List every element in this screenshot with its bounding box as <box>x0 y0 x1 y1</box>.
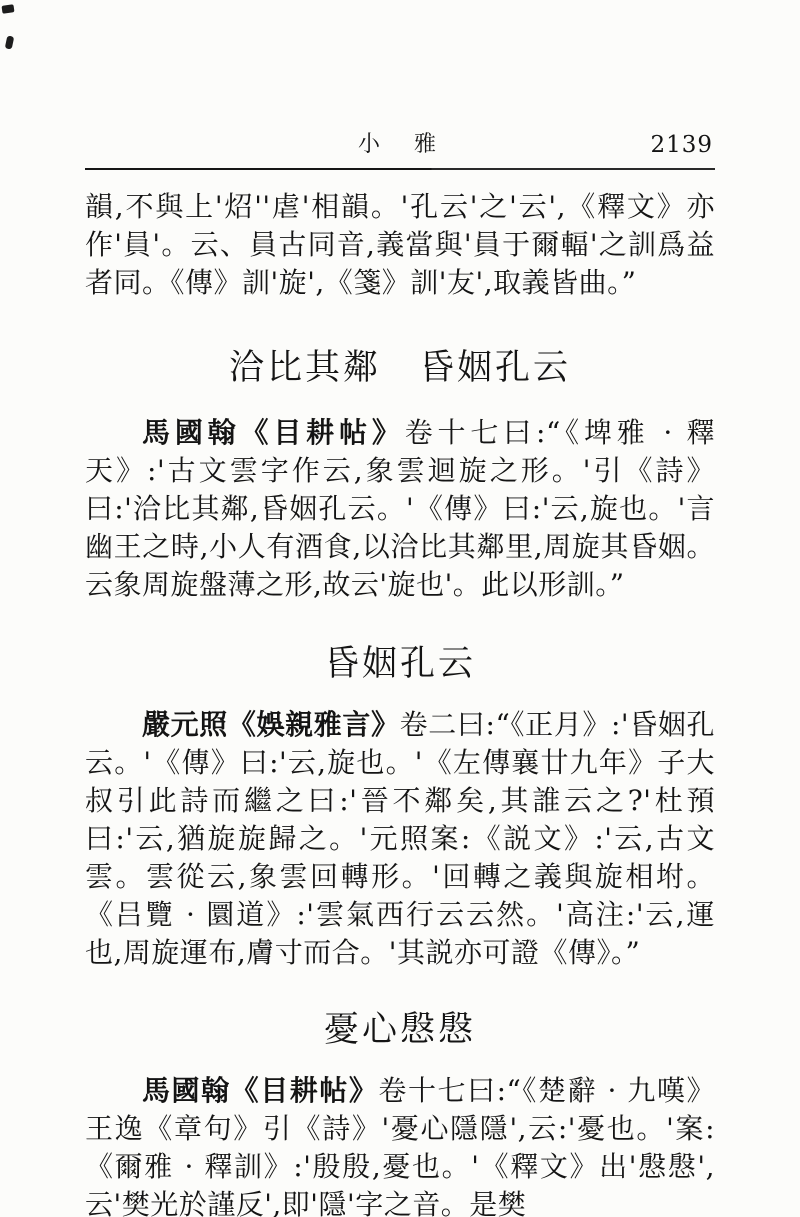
page-header <box>85 130 715 160</box>
page-number: 2139 <box>650 132 713 158</box>
section-heading-youxinyinyin: 憂心慇慇 <box>323 1010 476 1050</box>
header-divider <box>85 168 715 170</box>
running-title: 小 雅 <box>357 132 442 157</box>
author-work-lead: 馬國翰《目耕帖》 <box>142 1074 379 1107</box>
author-work-lead: 馬國翰《目耕帖》 <box>142 416 405 449</box>
section-heading-qiabiqilin: 洽比其鄰 昏姻孔云 <box>228 348 571 388</box>
paragraph-text: 卷十七曰:“《埤雅 · 釋天》:'古文雲字作云,象雲迴旋之形。'引《詩》曰:'洽比其鄰,昏姻孔云。'《傳》曰:'云,旋也。'言幽王之時,小人有酒食,以洽比其鄰里,周旋其昏姻。云象周旋盤薄之形,故云'旋也'。此以形訓。” <box>85 416 715 601</box>
continuation-paragraph: 韻,不與上'炤''虐'相韻。'孔云'之'云',《釋文》亦作'員'。云、員古同音,義當與'員于爾輻'之訓爲益者同。《傳》訓'旋',《箋》訓'友',取義皆曲。” <box>85 190 715 299</box>
page-content <box>85 0 715 1217</box>
scan-artifact <box>5 35 15 49</box>
section-heading-hunyinkongyun: 昏姻孔云 <box>323 644 476 684</box>
commentary-paragraph <box>85 414 715 604</box>
paragraph-text: 卷十七曰:“《楚辭 · 九嘆》王逸《章句》引《詩》'憂心隱隱',云:'憂也。'案:《爾雅 · 釋訓》:'殷殷,憂也。'《釋文》出'慇慇',云'樊光於謹反',即'隱'字之音。是樊 <box>85 1074 715 1217</box>
paragraph-text: 卷二曰:“《正月》:'昏姻孔云。'《傳》曰:'云,旋也。'《左傳襄廿九年》子大叔引此詩而繼之曰:'晉不鄰矣,其誰云之?'杜預曰:'云,猶旋旋歸之。'元照案:《説文》:'云,古文雲。雲從云,象雲回轉形。'回轉之義與旋相坿。《吕覽 · 圜道》:'雲氣西行云云然。'高注:'云,運也,周旋運布,膚寸而合。'其説亦可證《傳》。” <box>85 708 715 969</box>
author-work-lead: 嚴元照《娛親雅言》 <box>142 708 400 741</box>
commentary-paragraph <box>85 1072 715 1217</box>
scan-artifact <box>2 4 15 14</box>
commentary-paragraph <box>85 706 715 972</box>
